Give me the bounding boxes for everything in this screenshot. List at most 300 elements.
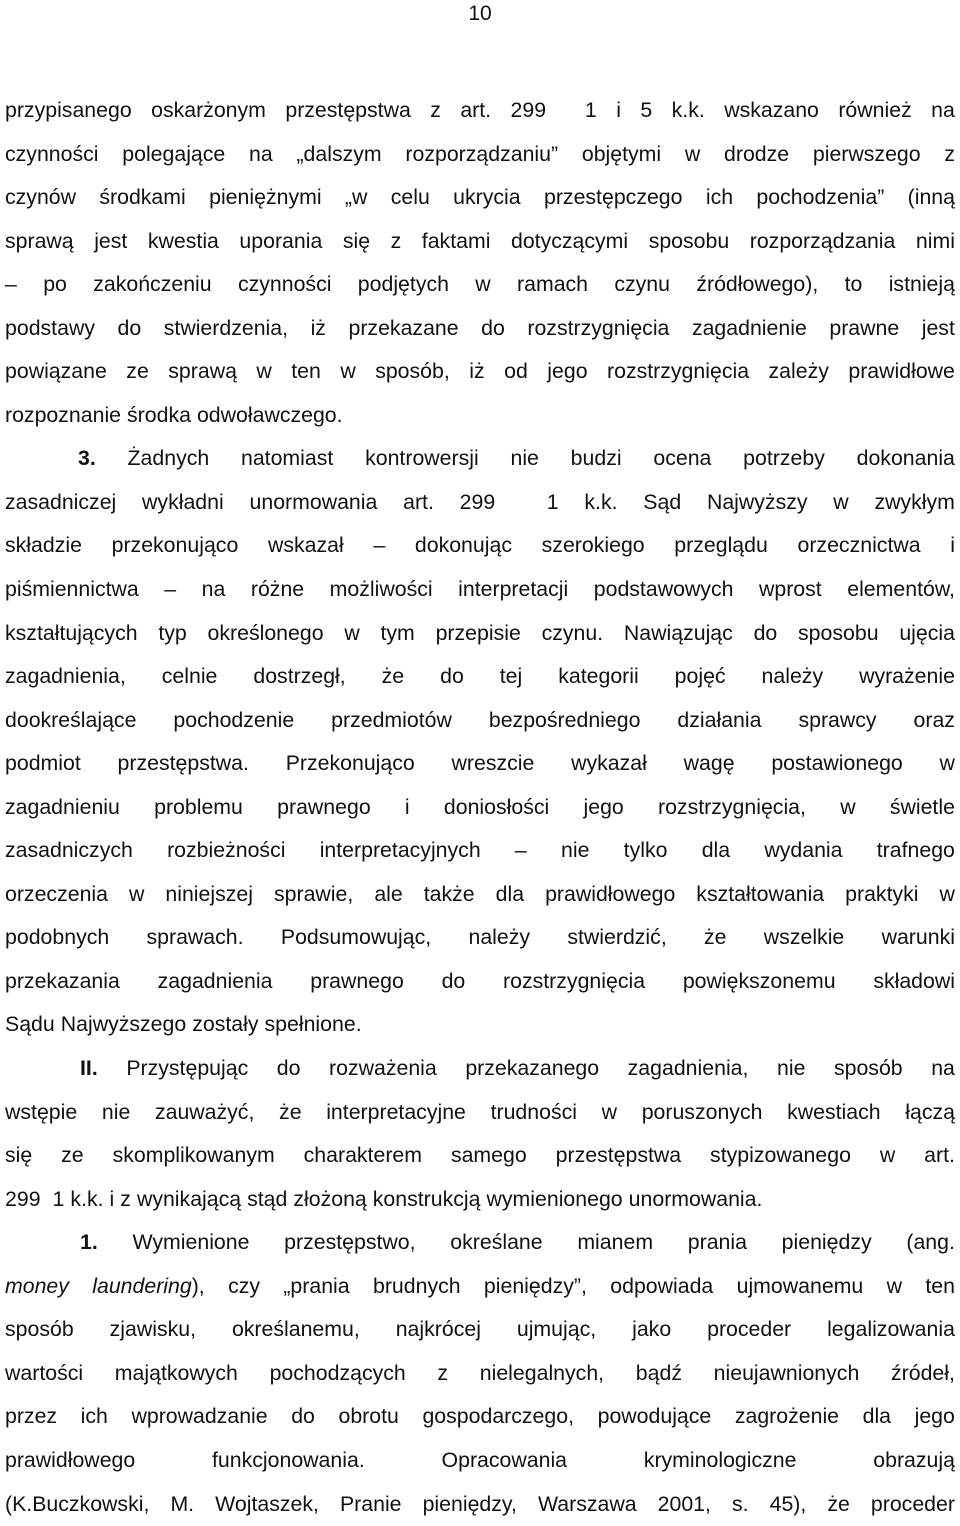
word: 1 [547, 481, 559, 525]
word: konstrukcją [373, 1178, 481, 1222]
word: nimi [916, 220, 955, 264]
word: w [685, 133, 700, 177]
word: możliwości [330, 568, 433, 612]
word: czynności [238, 263, 332, 307]
word: II. [80, 1047, 98, 1091]
word: funkcjonowania. [212, 1439, 365, 1483]
word: sposób, [375, 350, 450, 394]
text-line [5, 1308, 955, 1352]
word: Sądu [5, 1003, 55, 1047]
word: wszelkie [764, 916, 844, 960]
text-line [5, 481, 955, 525]
word: nie [510, 437, 538, 481]
word: kształtujących [5, 612, 138, 656]
word: wskazano [724, 89, 819, 133]
word: ukrycia [453, 176, 520, 220]
word: jest [922, 307, 955, 351]
word: dostrzegł, [253, 655, 345, 699]
word: art. [403, 481, 434, 525]
word: także [424, 873, 475, 917]
word: charakterem [304, 1134, 422, 1178]
word: kwestiach [787, 1091, 881, 1135]
word: zagadnienia, [5, 655, 126, 699]
word: 2001, [658, 1483, 711, 1526]
word: spełnione. [265, 1003, 362, 1047]
word: i [405, 786, 410, 830]
word: kontrowersji [365, 437, 479, 481]
word: podmiot [5, 742, 81, 786]
word: nieujawnionych [714, 1352, 860, 1396]
word: dla [496, 873, 524, 917]
word: „w [345, 176, 367, 220]
word: zagadnieniu [5, 786, 120, 830]
word: przestępstwo, [284, 1221, 415, 1265]
word: rozważenia [329, 1047, 437, 1091]
word: pochodzących [270, 1352, 406, 1396]
word: wykładni [142, 481, 224, 525]
word: ze [61, 1134, 84, 1178]
word: ich [81, 1395, 108, 1439]
text-line [5, 1352, 955, 1396]
word: zależy [769, 350, 829, 394]
word: przedmiotów [331, 699, 452, 743]
text-line [5, 786, 955, 830]
word: kwestia [148, 220, 219, 264]
word: również [838, 89, 911, 133]
word: stwierdzić, [567, 916, 666, 960]
word: 299 [511, 89, 547, 133]
word: wynikającą [137, 1178, 241, 1222]
text-line [5, 1003, 955, 1047]
word: s. [732, 1483, 749, 1526]
word: w [344, 612, 359, 656]
word: zagadnienia [158, 960, 273, 1004]
word: k.k. [70, 1178, 103, 1222]
word: środkami [99, 176, 185, 220]
word: ale [374, 873, 402, 917]
word: z [437, 1352, 448, 1396]
word: typ [158, 612, 186, 656]
word: rozporządzania [750, 220, 896, 264]
word: sprawą [168, 350, 237, 394]
word: że [279, 1091, 302, 1135]
word: 1 [53, 1178, 65, 1222]
word: 1 [585, 89, 597, 133]
word: Opracowania [442, 1439, 567, 1483]
word: unormowania. [629, 1178, 763, 1222]
word: ich [706, 176, 733, 220]
word: orzecznictwa [798, 524, 921, 568]
word: to [845, 263, 863, 307]
word: prawidłowe [848, 350, 955, 394]
word: się [5, 1134, 32, 1178]
word: skomplikowanym [113, 1134, 275, 1178]
word: że [382, 655, 405, 699]
word: powiązane [5, 350, 107, 394]
word: budzi [571, 437, 622, 481]
word: Przekonująco [286, 742, 415, 786]
word: iż [469, 350, 484, 394]
text-line [5, 829, 955, 873]
word: kształtowania [696, 873, 824, 917]
word: oraz [914, 699, 955, 743]
word: sposobu [798, 612, 879, 656]
word: podjętych [358, 263, 449, 307]
word: przestępstwa. [118, 742, 249, 786]
text-line [5, 1134, 955, 1178]
word: środka [127, 394, 191, 438]
word: tym [380, 612, 414, 656]
word: przepisie [436, 612, 521, 656]
word: rozstrzygnięcia [607, 350, 749, 394]
word: stąd [247, 1178, 287, 1222]
word: wartości [5, 1352, 83, 1396]
word: – [373, 524, 385, 568]
word: najkrócej [396, 1308, 481, 1352]
word: zagadnienia, [628, 1047, 749, 1091]
word: Przystępując [126, 1047, 248, 1091]
word: przestępstwa [285, 89, 410, 133]
word: ze [126, 350, 149, 394]
word: Warszawa [538, 1483, 637, 1526]
word: rozpoznanie [5, 394, 121, 438]
word: pieniędzy, [423, 1483, 517, 1526]
word: w [880, 1134, 895, 1178]
word: różne [251, 568, 304, 612]
word: nie [777, 1047, 805, 1091]
text-line [5, 176, 955, 220]
word: zwykłym [874, 481, 954, 525]
word: jego [547, 350, 587, 394]
word: składzie [5, 524, 82, 568]
document-body [5, 89, 955, 1526]
word: rozstrzygnięcia [503, 960, 645, 1004]
word: k.k. [672, 89, 705, 133]
word: od [504, 350, 528, 394]
word: trafnego [877, 829, 955, 873]
word: Wojtaszek, [215, 1483, 319, 1526]
word: – [5, 263, 17, 307]
word: zostały [192, 1003, 258, 1047]
word: art. [924, 1134, 955, 1178]
text-line [5, 437, 955, 481]
word: wreszcie [452, 742, 535, 786]
word: pochodzenia” [756, 176, 884, 220]
word: orzeczenia [5, 873, 108, 917]
word: rozstrzygnięcia [527, 307, 669, 351]
word: do [277, 1047, 301, 1091]
word: zjawisku, [110, 1308, 196, 1352]
word: gospodarczego, [422, 1395, 574, 1439]
page-number: 10 [0, 2, 960, 26]
word: uporania [239, 220, 322, 264]
word: pierwszego [813, 133, 921, 177]
word: że [704, 916, 727, 960]
word: Żadnych [128, 437, 210, 481]
word: i [110, 1178, 115, 1222]
word: drodze [724, 133, 789, 177]
word: proceder [707, 1308, 791, 1352]
text-line [5, 916, 955, 960]
word: na [249, 133, 273, 177]
word: rozstrzygnięcia, [658, 786, 806, 830]
word: jako [632, 1308, 671, 1352]
word: wydania [764, 829, 842, 873]
word: 1. [80, 1221, 98, 1265]
text-line [5, 220, 955, 264]
word: money [5, 1265, 69, 1309]
word: powiększonemu [683, 960, 836, 1004]
word: rozporządzaniu” [405, 133, 558, 177]
word: jest [94, 220, 127, 264]
word: sposób [5, 1308, 74, 1352]
word: pojęć [675, 655, 726, 699]
word: do [118, 307, 142, 351]
word: faktami [422, 220, 491, 264]
word: należy [468, 916, 530, 960]
text-line [5, 699, 955, 743]
word: oskarżonym [151, 89, 266, 133]
text-line [5, 612, 955, 656]
word: interpretacyjnych [320, 829, 481, 873]
word: tylko [624, 829, 668, 873]
word: podstawy [5, 307, 95, 351]
text-line [5, 89, 955, 133]
word: wstępie [5, 1091, 77, 1135]
word: podstawowych [594, 568, 734, 612]
word: ujęcia [899, 612, 955, 656]
word: pochodzenie [173, 699, 294, 743]
word: dla [863, 1395, 891, 1439]
word: przekazania [5, 960, 120, 1004]
word: do [291, 1395, 315, 1439]
word: dokonując [415, 524, 512, 568]
word: pieniędzy”, [484, 1265, 587, 1309]
word: (inną [908, 176, 955, 220]
word: laundering), [92, 1265, 204, 1309]
word: przez [5, 1395, 57, 1439]
word: sprawie, [274, 873, 353, 917]
word: ramach [517, 263, 588, 307]
word: 299 [5, 1178, 41, 1222]
word: źródeł, [891, 1352, 955, 1396]
word: warunki [882, 916, 955, 960]
word: (ang. [906, 1221, 955, 1265]
word: z [944, 133, 955, 177]
word: w [475, 263, 490, 307]
word: Nawiązując [624, 612, 733, 656]
word: 45), [770, 1483, 807, 1526]
word: rozbieżności [167, 829, 285, 873]
word: na [931, 89, 955, 133]
word: że [827, 1483, 850, 1526]
word: zauważyć, [155, 1091, 254, 1135]
text-line [5, 307, 955, 351]
word: elementów, [847, 568, 955, 612]
word: pieniędzy [782, 1221, 872, 1265]
text-line [5, 1395, 955, 1439]
word: przestępstwa [556, 1134, 681, 1178]
word: – [164, 568, 176, 612]
word: jego [584, 786, 624, 830]
word: prania [688, 1221, 747, 1265]
word: mianem [577, 1221, 653, 1265]
word: Sąd [643, 481, 681, 525]
word: z [391, 220, 402, 264]
word: dokonania [857, 437, 955, 481]
word: Najwyższego [61, 1003, 186, 1047]
word: niniejszej [165, 873, 253, 917]
word: odpowiada [610, 1265, 713, 1309]
word: zagadnienie [692, 307, 807, 351]
word: prawidłowego [5, 1439, 135, 1483]
word: do [754, 612, 778, 656]
word: i [616, 89, 621, 133]
word: tej [500, 655, 523, 699]
word: należy [762, 655, 824, 699]
word: po [43, 263, 67, 307]
word: k.k. [584, 481, 617, 525]
word: M. [170, 1483, 194, 1526]
word: sposobu [649, 220, 730, 264]
word: przekazane [349, 307, 459, 351]
text-line [5, 568, 955, 612]
word: w [602, 1091, 617, 1135]
word: podobnych [5, 916, 109, 960]
word: piśmiennictwa [5, 568, 139, 612]
word: wskazał [268, 524, 344, 568]
word: wprowadzanie [131, 1395, 267, 1439]
text-line [5, 524, 955, 568]
word: czynów [5, 176, 76, 220]
word: przekonująco [112, 524, 239, 568]
text-line [5, 1178, 955, 1222]
word: składowi [873, 960, 955, 1004]
word: dookreślające [5, 699, 136, 743]
word: „prania [283, 1265, 349, 1309]
word: art. [460, 89, 491, 133]
text-line [5, 873, 955, 917]
word: określonego [208, 612, 324, 656]
word: poruszonych [642, 1091, 763, 1135]
word: problemu [154, 786, 243, 830]
word: legalizowania [827, 1308, 955, 1352]
word: dotyczącymi [511, 220, 628, 264]
text-line [5, 1047, 955, 1091]
word: celu [391, 176, 430, 220]
word: brudnych [373, 1265, 461, 1309]
word: natomiast [241, 437, 333, 481]
word: Wymienione [132, 1221, 249, 1265]
word: (K.Buczkowski, [5, 1483, 149, 1526]
word: źródłowego), [696, 263, 818, 307]
word: zakończeniu [93, 263, 211, 307]
word: potrzeby [743, 437, 825, 481]
word: 3. [78, 437, 96, 481]
word: bezpośredniego [489, 699, 641, 743]
word: zagrożenie [735, 1395, 839, 1439]
word: nie [102, 1091, 130, 1135]
word: zasadniczych [5, 829, 133, 873]
word: stypizowanego [710, 1134, 851, 1178]
word: trudności [491, 1091, 577, 1135]
word: ujmowanemu [737, 1265, 864, 1309]
word: ten [291, 350, 321, 394]
word: przypisanego [5, 89, 132, 133]
word: dla [702, 829, 730, 873]
word: bądź [636, 1352, 682, 1396]
word: na [931, 1047, 955, 1091]
word: się [343, 220, 370, 264]
text-line [5, 133, 955, 177]
word: obrotu [338, 1395, 398, 1439]
text-line [5, 1483, 955, 1526]
word: – [515, 829, 527, 873]
word: w [129, 873, 144, 917]
word: praktyki [845, 873, 918, 917]
text-line [5, 1091, 955, 1135]
word: z [120, 1178, 131, 1222]
word: na [202, 568, 226, 612]
word: ten [925, 1265, 955, 1309]
word: zasadniczej [5, 481, 116, 525]
word: sprawcy [798, 699, 876, 743]
word: ocena [653, 437, 711, 481]
text-line [5, 960, 955, 1004]
word: prawidłowego [545, 873, 675, 917]
word: obrazują [873, 1439, 955, 1483]
text-line [5, 742, 955, 786]
word: istnieją [889, 263, 955, 307]
word: do [440, 655, 464, 699]
word: w [340, 350, 355, 394]
word: czy [228, 1265, 260, 1309]
word: Pranie [340, 1483, 402, 1526]
word: prawnego [277, 786, 371, 830]
word: w [887, 1265, 902, 1309]
word: „dalszym [296, 133, 381, 177]
word: przestępczego [544, 176, 683, 220]
text-line [5, 1439, 955, 1483]
word: powodujące [598, 1395, 712, 1439]
word: sposób [834, 1047, 903, 1091]
word: celnie [162, 655, 218, 699]
word: przeglądu [674, 524, 768, 568]
word: postawionego [771, 742, 902, 786]
word: sprawach. [147, 916, 244, 960]
word: nie [561, 829, 589, 873]
word: do [481, 307, 505, 351]
word: nielegalnych, [480, 1352, 604, 1396]
word: iż [311, 307, 326, 351]
word: z [430, 89, 441, 133]
word: pieniężnymi [209, 176, 321, 220]
text-line [5, 655, 955, 699]
word: określane [450, 1221, 542, 1265]
word: w [256, 350, 271, 394]
text-line [5, 1265, 955, 1309]
word: ujmując, [517, 1308, 596, 1352]
text-line [5, 394, 955, 438]
word: prawnego [310, 960, 404, 1004]
word: objętymi [582, 133, 661, 177]
word: wprost [759, 568, 822, 612]
word: czynu [614, 263, 670, 307]
word: samego [451, 1134, 527, 1178]
word: przekazanego [465, 1047, 599, 1091]
word: Podsumowując, [281, 916, 431, 960]
word: i [950, 524, 955, 568]
